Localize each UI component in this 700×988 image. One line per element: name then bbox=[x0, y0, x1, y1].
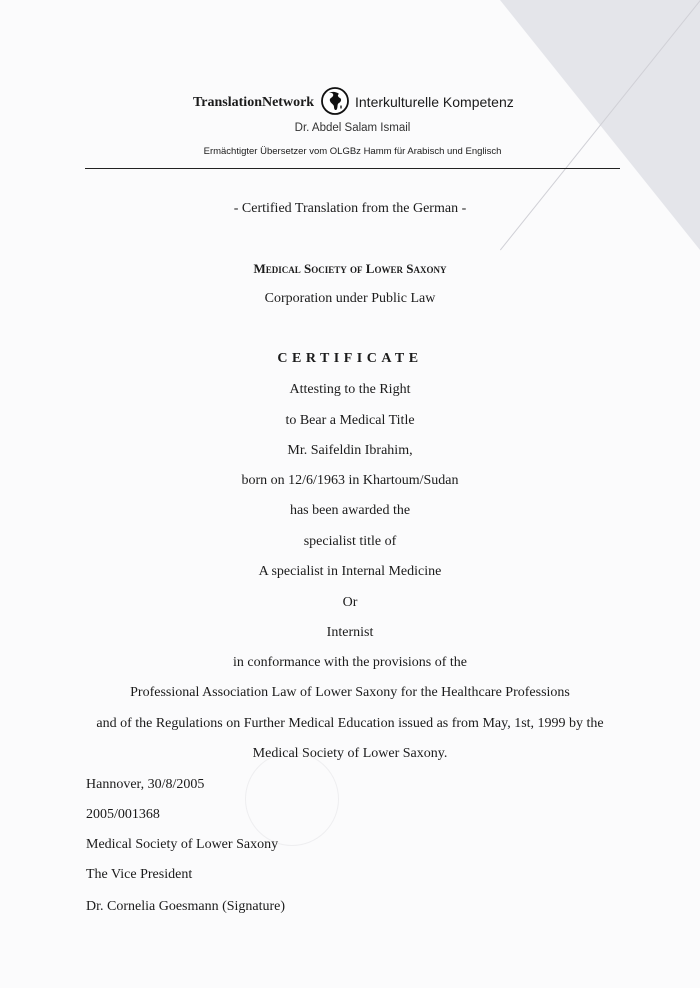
footer-line-place-date: Hannover, 30/8/2005 bbox=[86, 777, 205, 792]
body-line: to Bear a Medical Title bbox=[285, 413, 415, 428]
body-line: has been awarded the bbox=[289, 503, 411, 518]
footer-line-signatory: Dr. Cornelia Goesmann (Signature) bbox=[86, 899, 286, 914]
header-divider bbox=[85, 168, 620, 169]
translator-name: Dr. Abdel Salam Ismail bbox=[294, 122, 411, 134]
body-line: A specialist in Internal Medicine bbox=[258, 564, 442, 579]
body-line: Internist bbox=[326, 625, 374, 640]
body-line: born on 12/6/1963 in Khartoum/Sudan bbox=[241, 473, 459, 488]
translator-authorization: Ermächtigter Übersetzer vom OLGBz Hamm für Arabisch und Englisch bbox=[203, 146, 502, 157]
faint-seal-stamp bbox=[245, 752, 339, 846]
body-line: in conformance with the provisions of the bbox=[232, 655, 468, 670]
footer-line-issuer: Medical Society of Lower Saxony bbox=[86, 837, 279, 852]
society-name: Medical Society of Lower Saxony bbox=[253, 261, 447, 276]
footer-line-role: The Vice President bbox=[86, 867, 193, 882]
brand-name: TranslationNetwork bbox=[193, 95, 315, 110]
certificate-title: CERTIFICATE bbox=[277, 351, 423, 366]
certified-translation-note: - Certified Translation from the German - bbox=[233, 201, 467, 216]
globe-icon bbox=[320, 86, 350, 116]
body-line: Mr. Saifeldin Ibrahim, bbox=[287, 443, 413, 458]
body-line: Professional Association Law of Lower Saxony for the Healthcare Professions bbox=[130, 685, 570, 700]
society-type: Corporation under Public Law bbox=[264, 291, 436, 306]
letterhead-top-row bbox=[85, 84, 620, 120]
body-line: Medical Society of Lower Saxony. bbox=[252, 746, 448, 761]
footer-line-reference: 2005/001368 bbox=[86, 807, 160, 822]
body-line: Or bbox=[342, 595, 358, 610]
body-line: and of the Regulations on Further Medical Education issued as from May, 1st, 1999 by the bbox=[96, 716, 604, 731]
slogan: Interkulturelle Kompetenz bbox=[355, 94, 514, 110]
body-line: Attesting to the Right bbox=[289, 382, 411, 397]
body-line: specialist title of bbox=[303, 534, 397, 549]
